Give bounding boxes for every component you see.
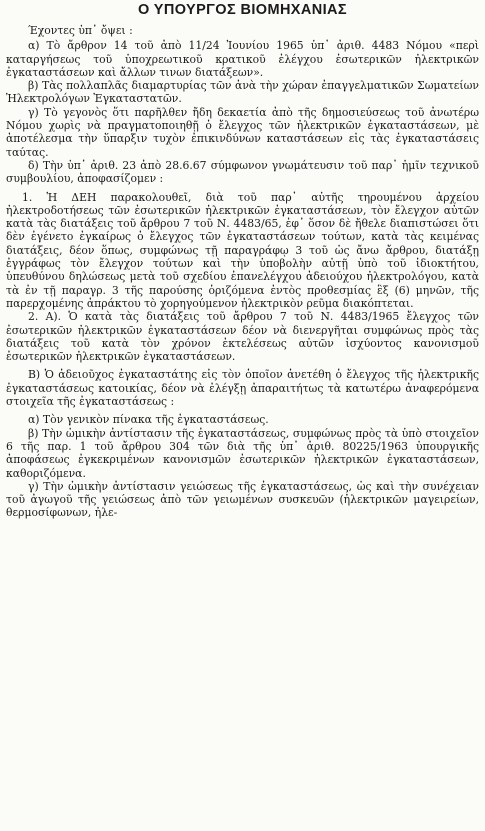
paragraph-beta: β) Τὰς πολλαπλᾶς διαμαρτυρίας τῶν ἀνὰ τὴν χώραν ἐπαγγελματικῶν Σωματείων Ἠλεκτρολόγων Ἐγκαταστατῶν. [6, 79, 479, 106]
article-2b: Β) Ὁ ἀδειοῦχος ἐγκαταστάτης εἰς τὸν ὁποῖον ἀνετέθη ὁ ἔλεγχος τῆς ἠλεκτρικῆς ἐγκαταστάσεως κατοικίας, δέον νὰ ἐλέγξῃ ἀπαραιτήτως τὰ κατωτέρω ἀναφερόμενα στοιχεῖα τῆς ἐγκαταστάσεως : [6, 368, 479, 409]
paragraph-alpha: α) Τὸ ἄρθρον 14 τοῦ ἀπὸ 11/24 Ἰουνίου 1965 ὑπ᾽ ἀριθ. 4483 Νόμου «περὶ καταργήσεως τοῦ ὑποχρεωτικοῦ κρατικοῦ ἐλέγχου ἐσωτερικῶν ἠλεκτρικῶν ἐγκαταστάσεων καὶ ἄλλων τινων διατάξεων». [6, 39, 479, 79]
page-title: Ο ΥΠΟΥΡΓΟΣ ΒΙΟΜΗΧΑΝΙΑΣ [137, 2, 348, 18]
article-2a: 2. Α). Ὁ κατὰ τὰς διατάξεις τοῦ ἄρθρου 7 τοῦ Ν. 4483/1965 ἔλεγχος τῶν ἐσωτερικῶν ἠλεκτρικῶν ἐγκαταστάσεων δέον νὰ διενεργῆται συμφώνως πρὸς τὰς διατάξεις τοῦ κατὰ τὸν χρόνον ἐκτελέσεως αὐτῶν ἰσχύοντος κανονισμοῦ ἐσωτερικῶν ἠλεκτρικῶν ἐγκαταστάσεων. [6, 310, 479, 364]
paragraph-gamma: γ) Τὸ γεγονὸς ὅτι παρῆλθεν ἤδη δεκαετία ἀπὸ τῆς δημοσιεύσεως τοῦ ἀνωτέρω Νόμου χωρὶς νὰ πραγματοποιηθῇ ὁ ἔλεγχος τῶν ἠλεκτρικῶν ἐγκαταστάσεων, μὲ ἀποτέλεσμα τὴν ὕπαρξιν τυχὸν ἐπικινδύνων καταστάσεων εἰς τὰς ἐγκαταστάσεις ταύτας. [6, 105, 479, 159]
intro-line: Έχοντες ὑπ᾽ ὄψει : [28, 24, 133, 37]
list-item-a: α) Τὸν γενικὸν πίνακα τῆς ἐγκαταστάσεως. [28, 413, 269, 427]
document-page [0, 2, 485, 831]
paragraph-delta: δ) Τὴν ὑπ᾽ ἀριθ. 23 ἀπὸ 28.6.67 σύμφωνον γνωμάτευσιν τοῦ παρ᾽ ἡμῖν τεχνικοῦ συμβουλίου, ἀποφασίζομεν : [6, 158, 479, 186]
list-item-c: γ) Τὴν ὡμικὴν ἀντίστασιν γειώσεως τῆς ἐγκαταστάσεως, ὡς καὶ τὴν συνέχειαν τοῦ ἀγωγοῦ τῆς γειώσεως ἀπὸ τῶν γειωμένων συσκευῶν (ἠλεκτρικῶν μαγειρείων, θερμοσίφωνων, ἠλε- [6, 479, 479, 520]
list-item-b: β) Τὴν ὡμικὴν ἀντίστασιν τῆς ἐγκαταστάσεως, συμφώνως πρὸς τὰ ὑπὸ στοιχεῖον 6 τῆς παρ. 1 τοῦ ἄρθρου 304 τῶν διὰ τῆς ὑπ᾽ ἀριθ. 80225/1963 ὑπουργικῆς ἀποφάσεως ἐγκεκριμένων κανονισμῶν ἐσωτερικῶν ἠλεκτρικῶν ἐγκαταστάσεων, καθοριζόμενα. [6, 426, 479, 480]
article-1: 1. Ἡ ΔΕΗ παρακολουθεῖ, διὰ τοῦ παρ᾽ αὐτῆς τηρουμένου ἀρχείου ἠλεκτροδοτήσεως τῶν ἐσωτερικῶν ἠλεκτρικῶν ἐγκαταστάσεων, τὸν ἔλεγχον αὐτῶν κατὰ τὰς διατάξεις τοῦ ἄρθρου 7 τοῦ Ν. 4483/65, ἐφ᾽ ὅσον δὲ ἤθελε διαπιστώσει ὅτι δὲν ἐγένετο ἐγκαίρως ὁ ἔλεγχος τῶν ἐγκαταστάσεων τούτων, κατὰ τὰς κειμένας διατάξεις, δέον ὅπως, συμφώνως τῇ παραγράφῳ 3 τοῦ ὡς ἄνω ἄρθρου, διατάξῃ ἐγγράφως τὸν ἔλεγχον τούτων καὶ τὴν ὑποβολὴν αὐτῇ ὑπὸ τοῦ ἰδιοκτήτου, ὑπευθύνου δηλώσεως μετὰ τοῦ σχεδίου ἐπανελέγχου ἀδειούχου ἠλεκτρολόγου, κατὰ τὰ ἐν τῇ παραγρ. 3 τῆς παρούσης ὁριζόμενα ἐντὸς προθεσμίας ἓξ (6) μηνῶν, τῆς παρερχομένης ἀπράκτου τὸ χορηγούμενον ἠλεκτρικὸν ρεῦμα διακόπτεται. [6, 190, 479, 310]
